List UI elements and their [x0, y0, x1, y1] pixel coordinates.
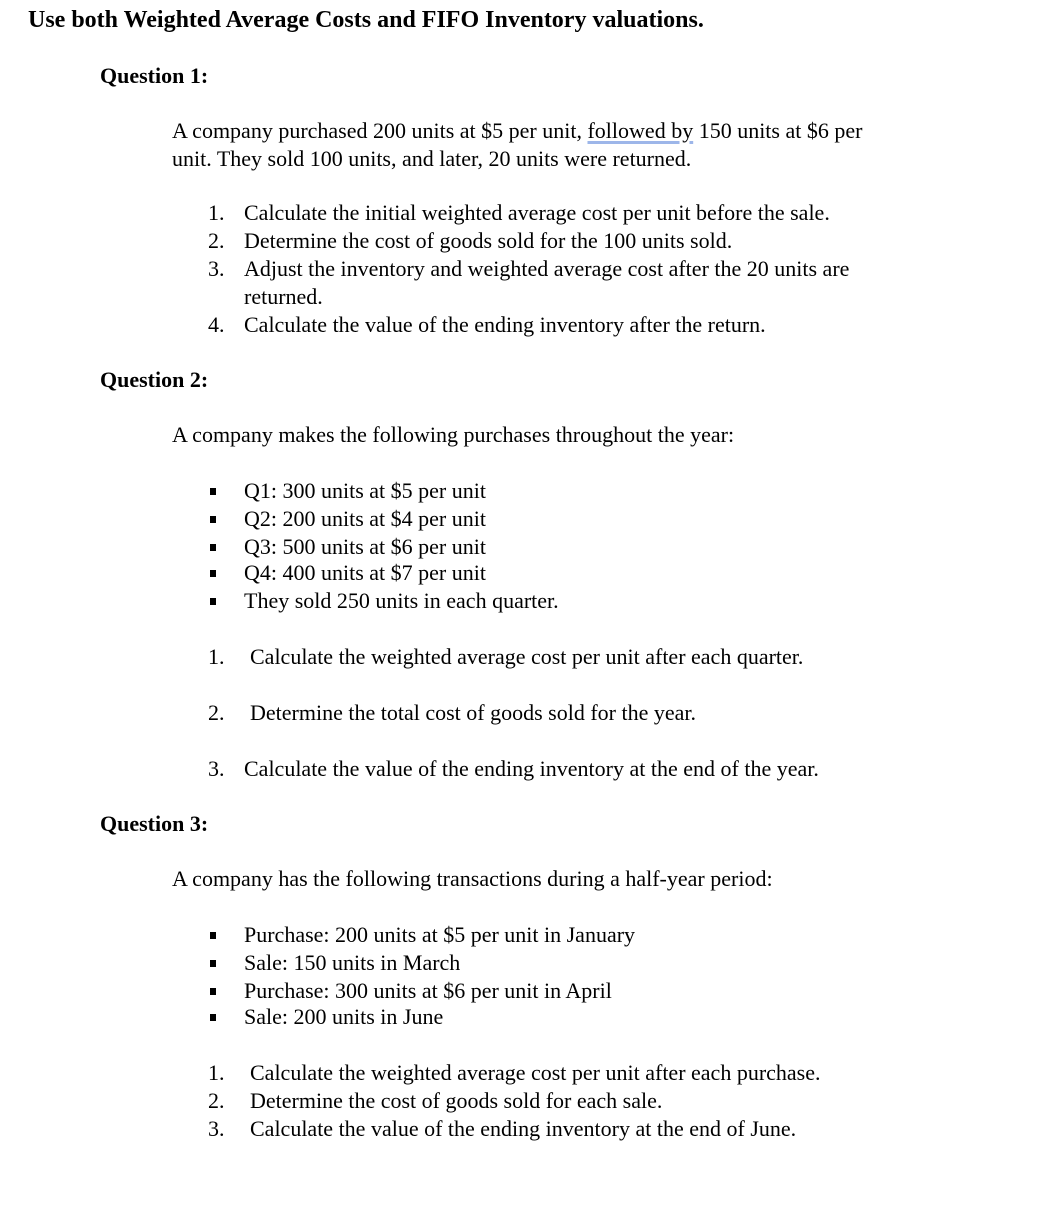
question-1-heading: Question 1:: [100, 63, 209, 88]
question-1-step-number: 1.: [208, 200, 225, 225]
question-2-step-text: Calculate the weighted average cost per unit after each quarter.: [250, 644, 804, 669]
question-1-step-number: 4.: [208, 312, 225, 337]
question-1-paragraph-pre: A company purchased 200 units at $5 per unit,: [172, 118, 588, 143]
bullet-marker: [210, 570, 216, 577]
question-2-step-text: Calculate the value of the ending inventory at the end of the year.: [244, 756, 819, 781]
question-1-step-text: Determine the cost of goods sold for the 100 units sold.: [244, 228, 733, 253]
question-1-step-number: 3.: [208, 256, 225, 281]
question-2-bullet-item: Q2: 200 units at $4 per unit: [244, 506, 486, 531]
bullet-marker: [210, 516, 216, 523]
question-3-step-text: Calculate the value of the ending inventory at the end of June.: [250, 1116, 797, 1141]
question-2-step-number: 2.: [208, 700, 225, 725]
question-3-bullet-item: Sale: 200 units in June: [244, 1004, 444, 1029]
bullet-marker: [210, 544, 216, 551]
question-2-bullet-item: Q1: 300 units at $5 per unit: [244, 478, 486, 503]
question-1-paragraph-post: 150 units at $6 per: [693, 118, 863, 143]
bullet-marker: [210, 598, 216, 605]
bullet-marker: [210, 932, 216, 939]
question-3-paragraph: A company has the following transactions during a half-year period:: [172, 866, 773, 891]
question-3-step-text: Calculate the weighted average cost per unit after each purchase.: [250, 1060, 821, 1085]
question-2-bullet-item: They sold 250 units in each quarter.: [244, 588, 559, 613]
question-2-step-text: Determine the total cost of goods sold for the year.: [250, 700, 696, 725]
bullet-marker: [210, 960, 216, 967]
question-3-bullet-item: Sale: 150 units in March: [244, 950, 461, 975]
grammar-suggestion-underline[interactable]: followed by: [587, 118, 694, 143]
question-1-step-number: 2.: [208, 228, 225, 253]
question-2-heading: Question 2:: [100, 367, 209, 392]
question-2-step-number: 3.: [208, 756, 225, 781]
question-2-bullet-item: Q4: 400 units at $7 per unit: [244, 560, 486, 585]
document-title: Use both Weighted Average Costs and FIFO Inventory valuations.: [28, 7, 704, 33]
bullet-marker: [210, 1014, 216, 1021]
bullet-marker: [210, 488, 216, 495]
question-2-paragraph: A company makes the following purchases throughout the year:: [172, 422, 735, 447]
question-1-step-text-continued: returned.: [244, 284, 323, 309]
question-1-step-text: Adjust the inventory and weighted average cost after the 20 units are: [244, 256, 850, 281]
question-3-bullet-item: Purchase: 200 units at $5 per unit in January: [244, 922, 636, 947]
question-1-paragraph-line-1: [172, 117, 862, 145]
question-1-step-text: Calculate the value of the ending inventory after the return.: [244, 312, 766, 337]
question-1-paragraph-line-2: unit. They sold 100 units, and later, 20 units were returned.: [172, 146, 692, 171]
question-3-step-number: 1.: [208, 1060, 225, 1085]
question-3-step-number: 2.: [208, 1088, 225, 1113]
bullet-marker: [210, 988, 216, 995]
question-2-step-number: 1.: [208, 644, 225, 669]
question-1-step-text: Calculate the initial weighted average cost per unit before the sale.: [244, 200, 830, 225]
question-2-bullet-item: Q3: 500 units at $6 per unit: [244, 534, 486, 559]
question-3-step-text: Determine the cost of goods sold for each sale.: [250, 1088, 663, 1113]
question-3-heading: Question 3:: [100, 811, 209, 836]
question-3-bullet-item: Purchase: 300 units at $6 per unit in April: [244, 978, 612, 1003]
question-3-step-number: 3.: [208, 1116, 225, 1141]
